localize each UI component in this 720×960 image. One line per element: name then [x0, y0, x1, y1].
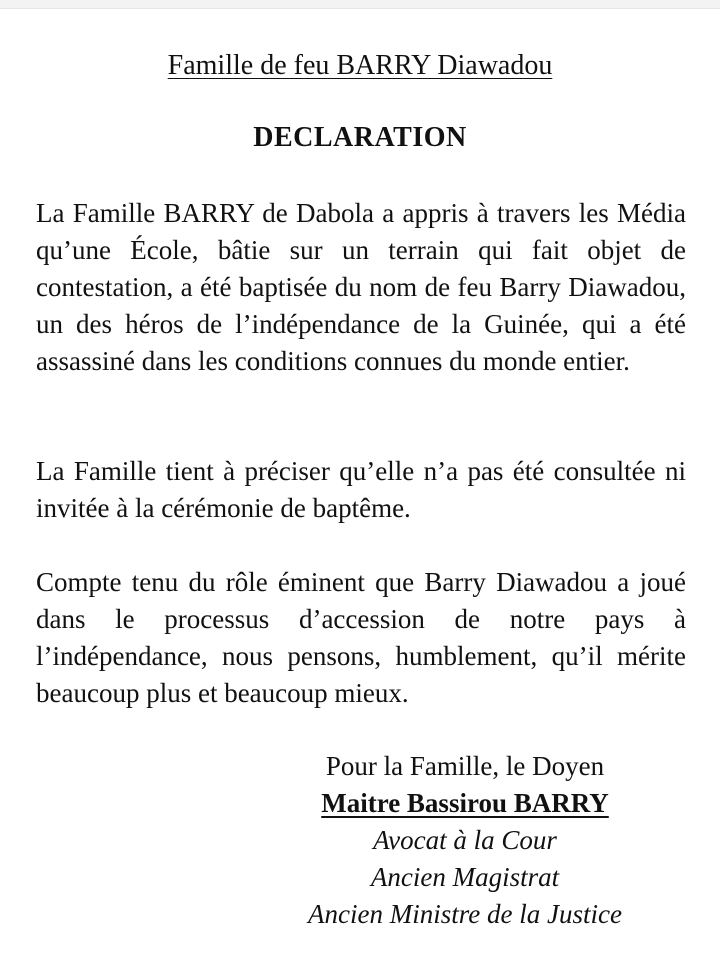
signatory-title: Ancien Ministre de la Justice [308, 899, 622, 929]
paragraph-tribute: Compte tenu du rôle éminent que Barry Diawadou a joué dans le processus d’accession de notre pays à l’indépendance, nous pensons, humblement, qu’il mérite beaucoup plus et beaucoup mieux. [36, 567, 686, 708]
signatory-title: Ancien Magistrat [370, 862, 560, 892]
paragraph-announcement: La Famille BARRY de Dabola a appris à travers les Média qu’une École, bâtie sur un terrain qui fait objet de contestation, a été baptisée du nom de feu Barry Diawadou, un des héros de l’indépendance de la Guinée, qui a été assassiné dans les conditions connues du monde entier. [36, 198, 686, 376]
signature-block [270, 748, 660, 933]
paragraph-not-consulted: La Famille tient à préciser qu’elle n’a pas été consultée ni invitée à la cérémonie de baptême. [36, 456, 686, 523]
document-title: DECLARATION [253, 122, 467, 153]
top-edge-divider [0, 0, 720, 9]
family-header: Famille de feu BARRY Diawadou [167, 50, 553, 81]
signatory-name: Maitre Bassirou BARRY [321, 788, 609, 818]
signature-on-behalf: Pour la Famille, le Doyen [325, 751, 605, 781]
signatory-title: Avocat à la Cour [373, 825, 557, 855]
